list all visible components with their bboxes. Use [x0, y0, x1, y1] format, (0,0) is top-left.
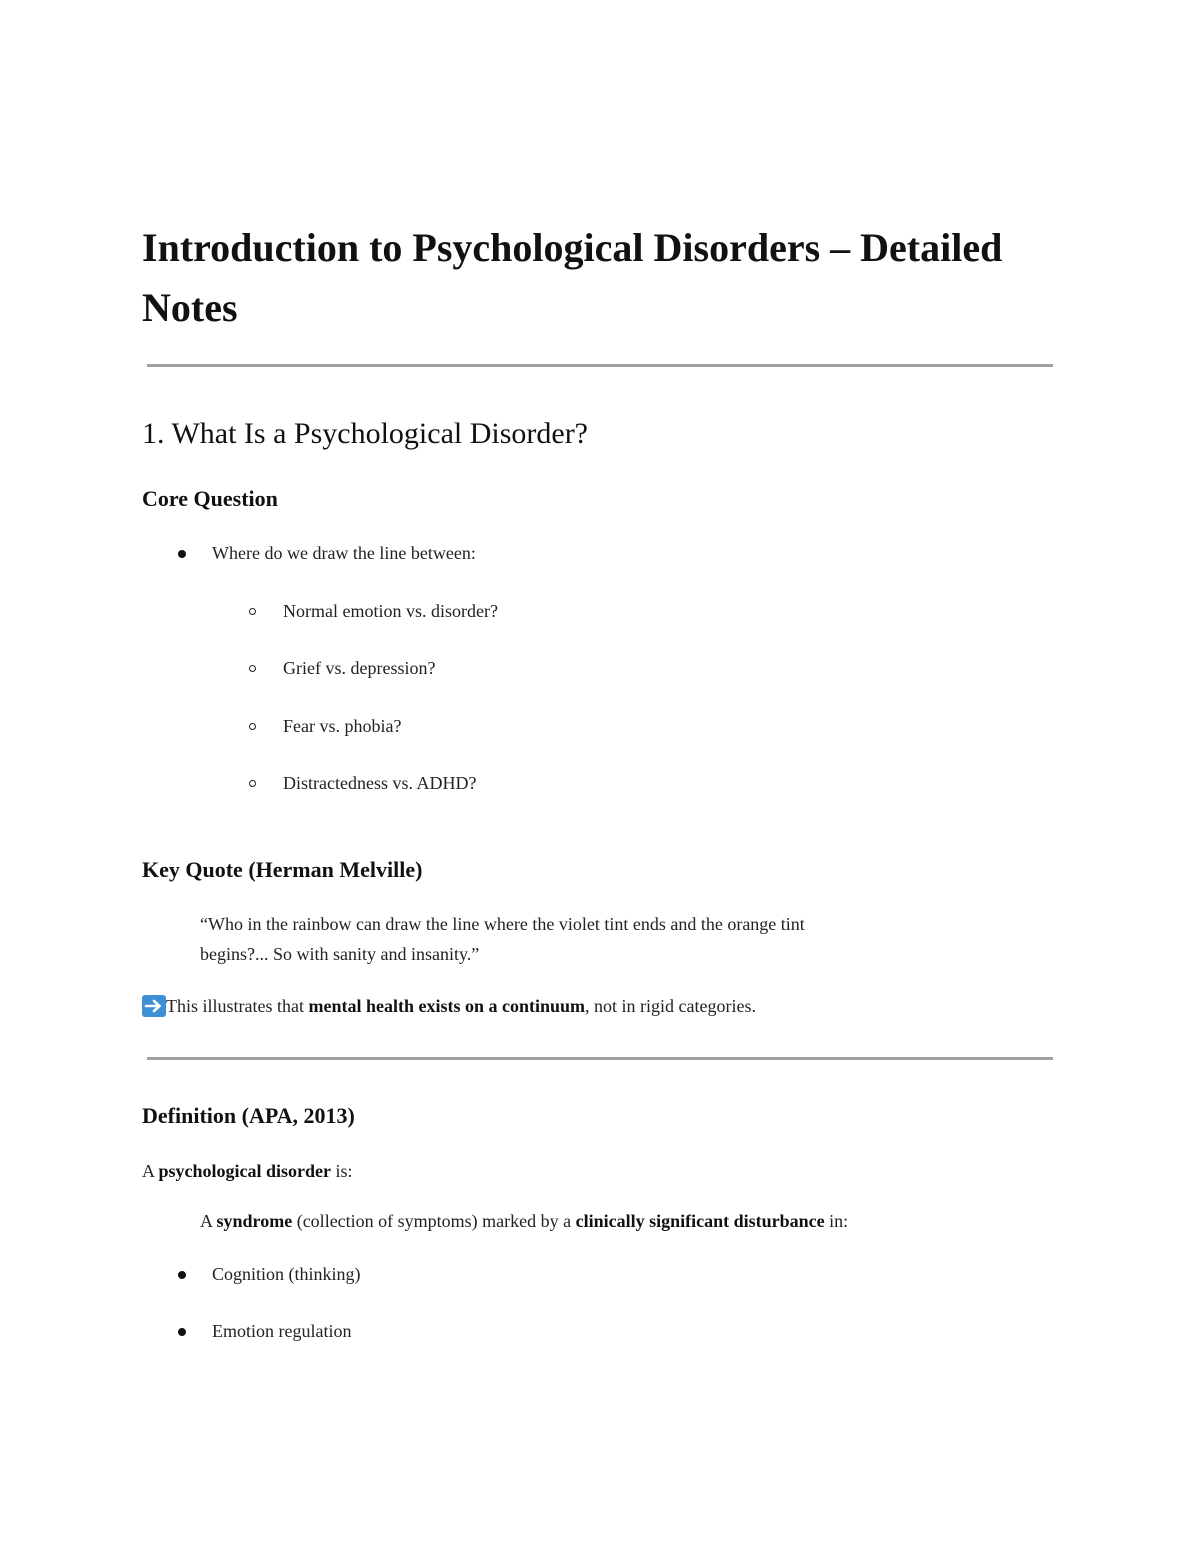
quote-line: “Who in the rainbow can draw the line where the violet tint ends and the orange tint [200, 914, 805, 934]
bullet-icon [178, 550, 186, 558]
note-suffix: , not in rigid categories. [585, 996, 756, 1016]
intro-term: psychological disorder [158, 1161, 332, 1181]
bullet-icon [178, 1271, 186, 1279]
def-term-syndrome: syndrome [216, 1211, 293, 1231]
subheading-definition: Definition (APA, 2013) [142, 1103, 355, 1128]
sub-list-item: Distractedness vs. ADHD? [283, 773, 477, 793]
note-prefix: This illustrates that [166, 996, 309, 1016]
horizontal-rule [147, 1057, 1053, 1060]
hollow-bullet-icon [249, 608, 256, 615]
page-title: Introduction to Psychological Disorders – Detailed Notes [142, 225, 1003, 330]
continuum-note [166, 991, 756, 1021]
list-item: Where do we draw the line between: [212, 543, 476, 563]
hollow-bullet-icon [249, 665, 256, 672]
definition-body [200, 1206, 848, 1236]
def-text: in: [824, 1211, 849, 1231]
intro-suffix: is: [331, 1161, 353, 1181]
definition-intro [142, 1156, 353, 1186]
subheading-key-quote: Key Quote (Herman Melville) [142, 857, 423, 882]
def-text: A [200, 1211, 217, 1231]
hollow-bullet-icon [249, 780, 256, 787]
section-heading: 1. What Is a Psychological Disorder? [142, 417, 589, 450]
bullet-icon [178, 1328, 186, 1336]
sub-list-item: Fear vs. phobia? [283, 716, 402, 736]
def-text: (collection of symptoms) marked by a [292, 1211, 576, 1231]
note-emphasis: mental health exists on a continuum [308, 996, 586, 1016]
horizontal-rule [147, 364, 1053, 367]
quote-line: begins?... So with sanity and insanity.” [200, 944, 480, 964]
def-term-disturbance: clinically significant disturbance [575, 1211, 825, 1231]
hollow-bullet-icon [249, 723, 256, 730]
sub-list-item: Normal emotion vs. disorder? [283, 601, 498, 621]
subheading-core-question: Core Question [142, 486, 278, 511]
sub-list-item: Grief vs. depression? [283, 658, 436, 678]
list-item: Emotion regulation [212, 1321, 352, 1341]
intro-prefix: A [142, 1161, 159, 1181]
list-item: Cognition (thinking) [212, 1264, 361, 1284]
right-arrow-icon [142, 995, 166, 1017]
